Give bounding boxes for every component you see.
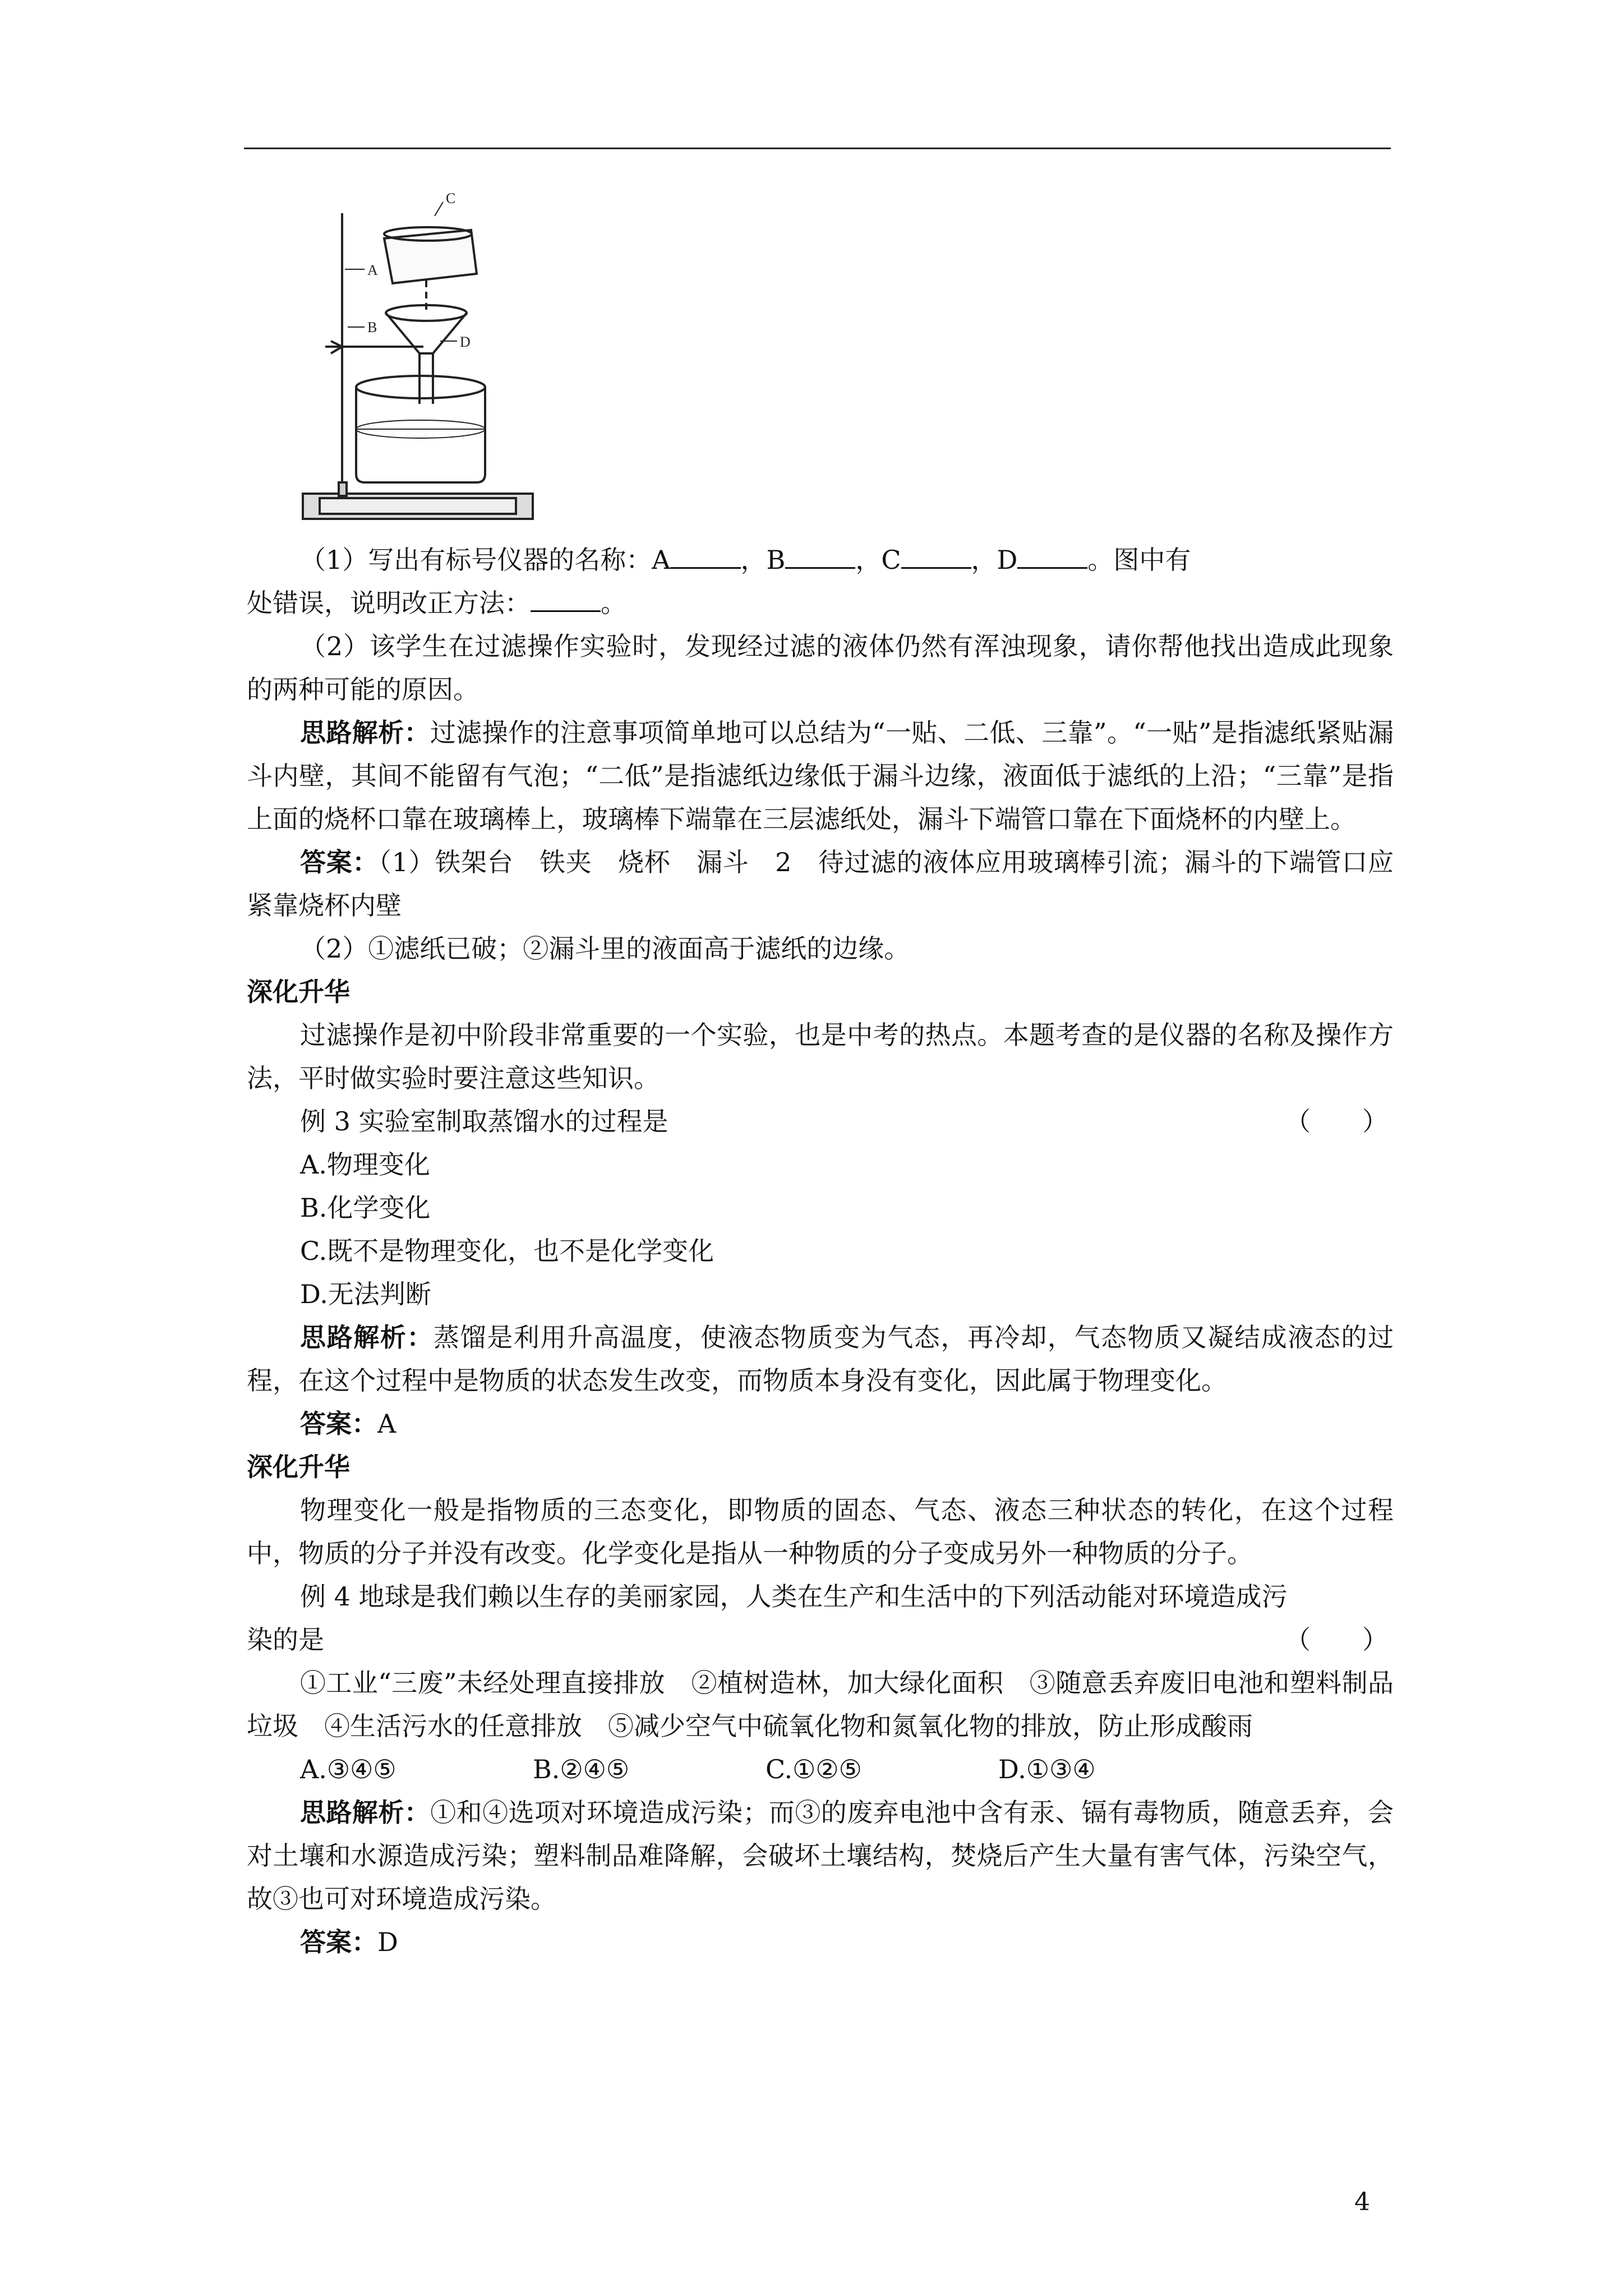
example-3-option-d: D.无法判断	[300, 1279, 431, 1309]
example-4-option-a: A.③④⑤	[300, 1754, 396, 1784]
question-2: （2）该学生在过滤操作实验时，发现经过滤的液体仍然有浑浊现象，请你帮他找出造成此现象的两种可能的原因。	[247, 631, 1394, 705]
question-1-line2: 处错误，说明改正方法： 。	[247, 588, 626, 618]
deepen-text-1: 过滤操作是初中阶段非常重要的一个实验，也是中考的热点。本题考查的是仪器的名称及操作方法，平时做实验时要注意这些知识。	[247, 1020, 1394, 1093]
example-4-option-c: C.①②⑤	[766, 1754, 862, 1784]
example-3-stem: 例 3 实验室制取蒸馏水的过程是 （ ）	[300, 1106, 1388, 1137]
document-body	[247, 539, 1394, 1964]
header-rule	[244, 148, 1391, 149]
answer-1-part2: （2）①滤纸已破；②漏斗里的液面高于滤纸的边缘。	[300, 933, 910, 964]
deepen-text-3: 物理变化一般是指物质的三态变化，即物质的固态、气态、液态三种状态的转化，在这个过程中，物质的分子并没有改变。化学变化是指从一种物质的分子变成另外一种物质的分子。	[247, 1495, 1394, 1568]
example-4-items: ①工业“三废”未经处理直接排放 ②植树造林，加大绿化面积 ③随意丢弃废旧电池和塑料制品垃圾 ④生活污水的任意排放 ⑤减少空气中硫氧化物和氮氧化物的排放，防止形成酸雨	[247, 1668, 1394, 1741]
figure-label-a: A	[367, 262, 378, 278]
answer-4: 答案：D	[300, 1927, 398, 1957]
question-1: （1）写出有标号仪器的名称：A ，B ，C ，D 。图中有	[300, 545, 1191, 575]
example-4-stem-line2: 染的是 （ ）	[247, 1625, 1388, 1655]
figure-label-c: C	[446, 191, 456, 206]
analysis-4: 思路解析：①和④选项对环境造成污染；而③的废弃电池中含有汞、镉有毒物质，随意丢弃，会对土壤和水源造成污染；塑料制品难降解，会破坏土壤结构，焚烧后产生大量有害气体，污染空气，故③也可对环境造成污染。	[247, 1797, 1394, 1914]
example-4-option-d: D.①③④	[998, 1754, 1096, 1784]
analysis-3: 思路解析：蒸馏是利用升高温度，使液态物质变为气态，再冷却，气态物质又凝结成液态的过程，在这个过程中是物质的状态发生改变，而物质本身没有变化，因此属于物理变化。	[247, 1322, 1394, 1396]
example-3-option-a: A.物理变化	[300, 1149, 430, 1180]
deepen-heading-1: 深化升华	[247, 977, 350, 1007]
answer-blank-d[interactable]	[1017, 545, 1087, 569]
answer-blank-a[interactable]	[671, 545, 741, 569]
example-3-option-c: C.既不是物理变化，也不是化学变化	[300, 1236, 714, 1266]
page-number: 4	[1354, 2188, 1370, 2216]
answer-blank-method[interactable]	[531, 588, 601, 612]
example-4-stem: 例 4 地球是我们赖以生存的美丽家园，人类在生产和生活中的下列活动能对环境造成污	[300, 1581, 1288, 1612]
figure-label-d: D	[460, 334, 471, 350]
figure-label-b: B	[367, 319, 377, 335]
deepen-heading-3: 深化升华	[247, 1452, 350, 1482]
answer-1: 答案：（1）铁架台 铁夹 烧杯 漏斗 2 待过滤的液体应用玻璃棒引流；漏斗的下端管口应紧靠烧杯内壁	[247, 847, 1394, 921]
answer-blank-c[interactable]	[901, 545, 971, 569]
funnel-body	[386, 313, 467, 404]
example-3-option-b: B.化学变化	[300, 1193, 431, 1223]
analysis-1: 思路解析：过滤操作的注意事项简单地可以总结为“一贴、二低、三靠”。“一贴”是指滤纸紧贴漏斗内壁，其间不能留有气泡；“二低”是指滤纸边缘低于漏斗边缘，液面低于滤纸的上沿；“三靠”是指上面的烧杯口靠在玻璃棒上，玻璃棒下端靠在三层滤纸处，漏斗下端管口靠在下面烧杯的内壁上。	[247, 717, 1394, 834]
example-4-options	[247, 1748, 1394, 1791]
answer-3: 答案：A	[300, 1409, 396, 1439]
example-4-option-b: B.②④⑤	[533, 1754, 630, 1784]
answer-blank-b[interactable]	[785, 545, 855, 569]
filtration-apparatus-figure	[292, 191, 544, 527]
